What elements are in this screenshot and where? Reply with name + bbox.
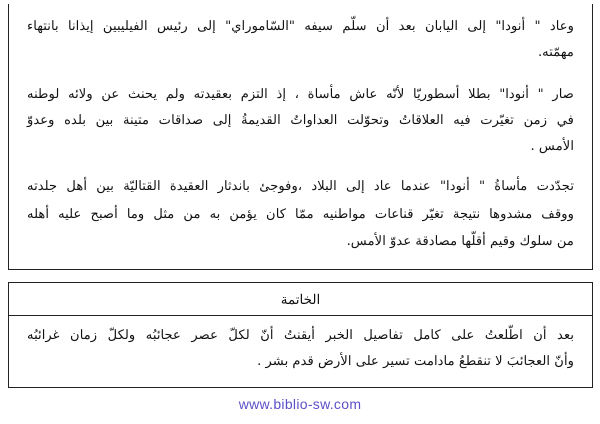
text-line: بعد أن اطّلعتُ على كامل تفاصيل الخبر أيقنتُ أنّ لكلّ عصر عجائبُه ولكلّ زمان غرائبُه [27,328,574,343]
conclusion-heading: الخاتمة [280,292,321,308]
text-line: صار " أنودا" بطلا أسطوريّا لأنّه عاش مأساة ، إذ التزم بعقيدته ولم يحنث عن ولائه لوطنه [27,87,574,102]
story-section [8,4,593,270]
text-line: في زمن تغيّرت فيه العلاقاتُ وتحوّلت العداواتُ القديمةُ إلى صداقات متينة بين بلده وعدوّ [27,113,574,128]
source-link[interactable]: www.biblio-sw.com [238,396,362,412]
text-line: وعاد " أنودا" إلى اليابان بعد أن سلّم سيفه "السّاموراي" إلى رئيس الفيليبين إيذانا بانتهاء [27,19,574,34]
text-line: مهمّته. [537,45,574,60]
text-line: تجدّدت مأساةُ " أنودا" عندما عاد إلى البلاد ،وفوجئ باندثار العقيدة القتاليّة بين أهل جلدته [27,179,574,194]
text-line: الأمس . [530,139,574,154]
conclusion-section [8,316,593,388]
text-line: ووقف مشدوها نتيجة تغيّر قناعات مواطنيه ممّا كان يؤمن به من مثل وما أصبح عليه أهله [27,207,574,222]
text-line: وأنّ العجائبَ لا تنقطعُ مادامت تسير على الأرض قدم بشر . [257,354,574,369]
text-line: من سلوك وقيم أقلّها مصادقة عدوّ الأمس. [346,234,574,249]
conclusion-heading-box [8,282,593,316]
